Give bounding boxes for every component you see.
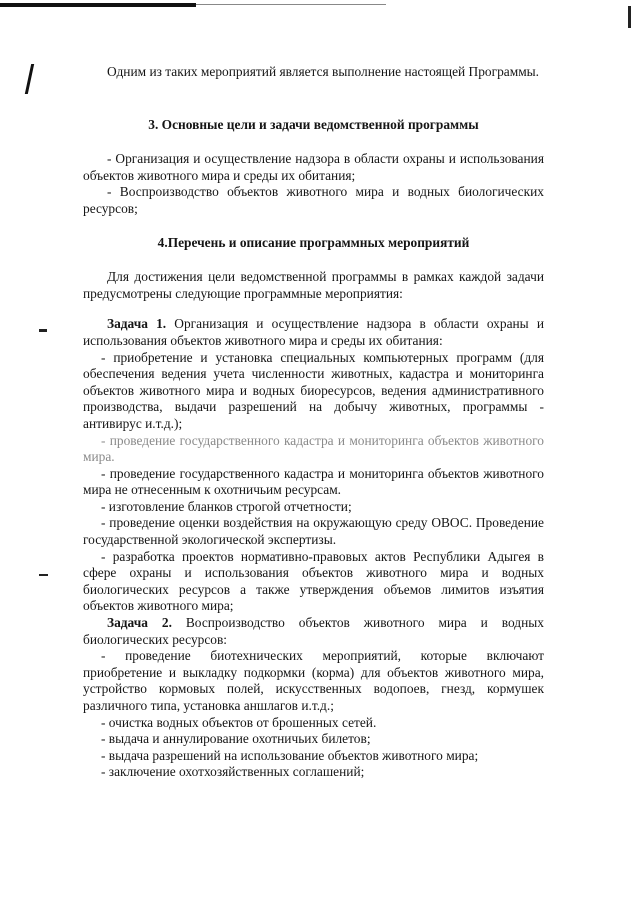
task-1-title: Задача 1. (107, 316, 167, 332)
task-1-item: - разработка проектов нормативно-правовых актов Республики Адыгея в сфере охраны и использования объектов животного мира и водных биологических ресурсов а также утверждения объемов лимитов изъятия объектов животного мира; (83, 548, 544, 614)
task-2-item: - заключение охотхозяйственных соглашений; (101, 764, 365, 780)
document-page (83, 64, 544, 781)
task-1-item: - проведение государственного кадастра и мониторинга объектов животного мира не отнесенным к охотничьим ресурсам. (83, 465, 544, 498)
scan-corner-mark (628, 6, 631, 28)
margin-pen-mark (25, 64, 34, 94)
section-4-heading: 4.Перечень и описание программных мероприятий (157, 234, 470, 250)
task-1-item: - приобретение и установка специальных компьютерных программ (для обеспечения ведения учета численности животных, кадастра и мониторинга объектов животного мира и водных биоресурсов, ведения административного производства, выдачи разрешений на добычу животных, программы - антивирус и.т.д.); (83, 349, 544, 431)
section-3-heading: 3. Основные цели и задачи ведомственной программы (148, 116, 479, 132)
task-2-paragraph (83, 615, 544, 648)
margin-hole-mark (39, 329, 47, 332)
section-4-lead: Для достижения цели ведомственной программы в рамках каждой задачи предусмотрены следующие программные мероприятия: (83, 269, 544, 301)
task-2-title: Задача 2. (107, 615, 172, 631)
task-2-item: - выдача и аннулирование охотничьих билетов; (101, 731, 371, 747)
task-1-item: - изготовление бланков строгой отчетности; (101, 498, 352, 514)
task-1-paragraph (83, 316, 544, 349)
task-2-text: Воспроизводство объектов животного мира и водных биологических ресурсов: (83, 615, 544, 647)
margin-hole-mark (39, 574, 48, 576)
scan-edge-line (0, 3, 196, 7)
task-1-text: Организация и осуществление надзора в области охраны и использования объектов животного мира и среды их обитания: (83, 316, 544, 348)
task-1-item: - проведение государственного кадастра и мониторинга объектов животного мира. (83, 432, 544, 465)
task-2-item: - выдача разрешений на использование объектов животного мира; (101, 747, 479, 763)
task-1-item: - проведение оценки воздействия на окружающую среду ОВОС. Проведение государственной экологической экспертизы. (83, 515, 544, 548)
scan-edge-line-thin (196, 4, 386, 5)
task-2-item: - проведение биотехнических мероприятий, которые включают приобретение и выкладку подкормки (корма) для объектов животного мира, устройство кормовых полей, искусственных водопоев, гнезд, кормушек различного типа, установка аншлагов и.т.д.; (83, 648, 544, 713)
goal-item: - Организация и осуществление надзора в области охраны и использования объектов животного мира и среды их обитания; (83, 151, 544, 183)
intro-paragraph: Одним из таких мероприятий является выполнение настоящей Программы. (107, 64, 540, 79)
goal-item: - Воспроизводство объектов животного мира и водных биологических ресурсов; (83, 184, 544, 216)
task-2-item: - очистка водных объектов от брошенных сетей. (101, 714, 377, 730)
